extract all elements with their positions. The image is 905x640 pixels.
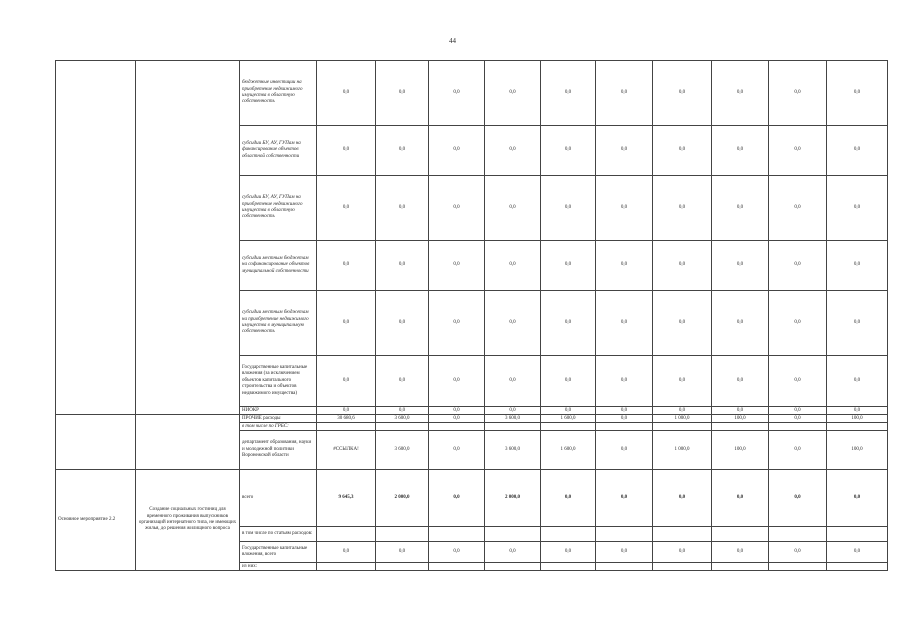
value-cell [541, 423, 596, 431]
row-label: Государственные капитальные вложения (за исключением объектов капитального строительства и объектов недвижимого имущества) [240, 356, 317, 407]
event-title: Создание социальных гостиниц для временного проживания выпускников организаций интернатного типа, не имеющих жилья, до решения жилищного вопроса [136, 470, 240, 571]
value-cell: 0,0 [541, 291, 596, 356]
value-cell: 0,0 [485, 356, 541, 407]
value-cell: 100,0 [827, 415, 888, 423]
value-cell: 0,0 [541, 470, 596, 527]
value-cell: 0,0 [596, 415, 653, 423]
value-cell: 0,0 [429, 176, 485, 241]
page-number: 44 [449, 37, 456, 45]
value-cell [769, 527, 827, 542]
value-cell [485, 423, 541, 431]
value-cell: 2 000,0 [376, 470, 429, 527]
row-group-cell [56, 415, 136, 470]
value-cell: 3 600,0 [485, 431, 541, 470]
value-cell: 0,0 [827, 542, 888, 563]
value-cell: 100,0 [712, 431, 769, 470]
value-cell: 0,0 [712, 176, 769, 241]
value-cell: 0,0 [429, 542, 485, 563]
value-cell: 0,0 [769, 61, 827, 126]
value-cell: 0,0 [541, 126, 596, 176]
value-cell [429, 423, 485, 431]
value-cell: 0,0 [317, 407, 376, 415]
table-row [56, 61, 888, 126]
row-label: Государственные капитальные вложения, всего [240, 542, 317, 563]
value-cell: 0,0 [653, 241, 712, 291]
value-cell: 1 000,0 [653, 431, 712, 470]
row-group-cell [56, 61, 136, 415]
value-cell: 0,0 [429, 407, 485, 415]
value-cell: 0,0 [376, 291, 429, 356]
value-cell: 0,0 [485, 542, 541, 563]
value-cell: 0,0 [827, 291, 888, 356]
value-cell [485, 563, 541, 571]
row-label: в том числе по статьям расходов: [240, 527, 317, 542]
value-cell: 0,0 [317, 61, 376, 126]
value-cell: 0,0 [827, 241, 888, 291]
value-cell: 2 000,0 [485, 470, 541, 527]
row-group-cell [136, 415, 240, 470]
row-label: в том числе по ГРБС: [240, 423, 317, 431]
value-cell: 1 000,0 [653, 415, 712, 423]
value-cell: 0,0 [485, 61, 541, 126]
value-cell: 0,0 [376, 176, 429, 241]
value-cell: 0,0 [376, 241, 429, 291]
value-cell: 1 600,0 [541, 415, 596, 423]
value-cell: 0,0 [596, 356, 653, 407]
row-label: субсидии БУ, АУ, ГУПам на приобретение недвижимого имущества в областную собственность [240, 176, 317, 241]
value-cell [485, 527, 541, 542]
value-cell: 9 645,3 [317, 470, 376, 527]
value-cell: 0,0 [485, 126, 541, 176]
event-code: Основное мероприятие 2.2 [56, 470, 136, 571]
value-cell [827, 423, 888, 431]
value-cell: 0,0 [429, 470, 485, 527]
row-label: из них: [240, 563, 317, 571]
value-cell [317, 527, 376, 542]
value-cell: 0,0 [485, 176, 541, 241]
value-cell: 0,0 [712, 356, 769, 407]
value-cell [712, 563, 769, 571]
value-cell: 0,0 [485, 241, 541, 291]
value-cell: 0,0 [596, 542, 653, 563]
value-cell: 0,0 [827, 407, 888, 415]
value-cell [429, 527, 485, 542]
value-cell: 0,0 [653, 61, 712, 126]
value-cell: 3 600,0 [485, 415, 541, 423]
value-cell [541, 527, 596, 542]
value-cell: 0,0 [429, 415, 485, 423]
value-cell [827, 527, 888, 542]
value-cell [596, 563, 653, 571]
value-cell: 0,0 [541, 356, 596, 407]
value-cell [712, 527, 769, 542]
row-label: ПРОЧИЕ расходы [240, 415, 317, 423]
value-cell [653, 423, 712, 431]
value-cell: 0,0 [712, 542, 769, 563]
value-cell: 0,0 [485, 291, 541, 356]
value-cell: 0,0 [769, 542, 827, 563]
value-cell: 0,0 [317, 356, 376, 407]
value-cell [541, 563, 596, 571]
value-cell: 0,0 [317, 542, 376, 563]
value-cell: 3 600,0 [376, 415, 429, 423]
value-cell: 0,0 [712, 126, 769, 176]
value-cell: 0,0 [317, 291, 376, 356]
value-cell: 0,0 [541, 542, 596, 563]
value-cell: 0,0 [596, 241, 653, 291]
value-cell: 0,0 [712, 407, 769, 415]
table-row [56, 470, 888, 527]
value-cell: 0,0 [712, 470, 769, 527]
value-cell [769, 423, 827, 431]
value-cell [769, 563, 827, 571]
value-cell: #ССЫЛКА! [317, 431, 376, 470]
value-cell: 0,0 [376, 356, 429, 407]
value-cell: 0,0 [596, 470, 653, 527]
value-cell: 0,0 [769, 241, 827, 291]
value-cell: 0,0 [429, 356, 485, 407]
value-cell: 0,0 [653, 291, 712, 356]
value-cell: 0,0 [769, 356, 827, 407]
value-cell: 0,0 [429, 61, 485, 126]
value-cell: 0,0 [827, 61, 888, 126]
value-cell: 0,0 [769, 176, 827, 241]
value-cell: 0,0 [712, 61, 769, 126]
value-cell [376, 527, 429, 542]
value-cell [376, 563, 429, 571]
value-cell: 0,0 [596, 176, 653, 241]
value-cell: 0,0 [769, 291, 827, 356]
value-cell: 30 680,6 [317, 415, 376, 423]
value-cell [827, 563, 888, 571]
value-cell: 0,0 [712, 241, 769, 291]
value-cell: 0,0 [541, 61, 596, 126]
value-cell: 0,0 [376, 542, 429, 563]
value-cell: 0,0 [653, 542, 712, 563]
table-row [56, 415, 888, 423]
value-cell [712, 423, 769, 431]
value-cell [653, 563, 712, 571]
row-group-cell [136, 61, 240, 415]
value-cell: 100,0 [827, 431, 888, 470]
value-cell: 0,0 [827, 126, 888, 176]
row-label: субсидии БУ, АУ, ГУПам на финансирование объектов областной собственности [240, 126, 317, 176]
value-cell: 0,0 [596, 291, 653, 356]
value-cell: 0,0 [653, 126, 712, 176]
value-cell: 0,0 [769, 126, 827, 176]
row-label: НИОКР [240, 407, 317, 415]
value-cell: 0,0 [596, 126, 653, 176]
value-cell: 0,0 [769, 407, 827, 415]
value-cell: 0,0 [596, 61, 653, 126]
value-cell: 1 600,0 [541, 431, 596, 470]
value-cell: 0,0 [429, 431, 485, 470]
value-cell [596, 423, 653, 431]
value-cell: 0,0 [769, 470, 827, 527]
value-cell: 0,0 [541, 407, 596, 415]
value-cell [596, 527, 653, 542]
row-label: всего [240, 470, 317, 527]
value-cell: 0,0 [376, 61, 429, 126]
budget-table [55, 60, 888, 571]
value-cell: 0,0 [541, 241, 596, 291]
value-cell: 0,0 [317, 241, 376, 291]
value-cell: 3 600,0 [376, 431, 429, 470]
value-cell: 0,0 [712, 291, 769, 356]
value-cell: 0,0 [429, 291, 485, 356]
value-cell [376, 423, 429, 431]
value-cell: 100,0 [712, 415, 769, 423]
row-label: субсидии местным бюджетам на софинансирование объектов муниципальной собственности [240, 241, 317, 291]
value-cell [317, 423, 376, 431]
value-cell: 0,0 [827, 356, 888, 407]
row-label: департамент образования, науки и молодежной политики Воронежской области [240, 431, 317, 470]
value-cell: 0,0 [769, 415, 827, 423]
value-cell [317, 563, 376, 571]
value-cell: 0,0 [317, 176, 376, 241]
value-cell: 0,0 [827, 470, 888, 527]
value-cell: 0,0 [541, 176, 596, 241]
value-cell: 0,0 [769, 431, 827, 470]
row-label: субсидии местным бюджетам на приобретение недвижимого имущества в муниципальную собственность [240, 291, 317, 356]
value-cell: 0,0 [596, 431, 653, 470]
value-cell [429, 563, 485, 571]
value-cell: 0,0 [653, 356, 712, 407]
value-cell: 0,0 [376, 126, 429, 176]
value-cell: 0,0 [653, 407, 712, 415]
value-cell: 0,0 [596, 407, 653, 415]
value-cell: 0,0 [376, 407, 429, 415]
row-label: бюджетные инвестиции на приобретение недвижимого имущества в областную собственность [240, 61, 317, 126]
value-cell: 0,0 [653, 176, 712, 241]
value-cell: 0,0 [827, 176, 888, 241]
value-cell: 0,0 [429, 126, 485, 176]
value-cell: 0,0 [429, 241, 485, 291]
value-cell [653, 527, 712, 542]
value-cell: 0,0 [317, 126, 376, 176]
value-cell: 0,0 [653, 470, 712, 527]
value-cell: 0,0 [485, 407, 541, 415]
